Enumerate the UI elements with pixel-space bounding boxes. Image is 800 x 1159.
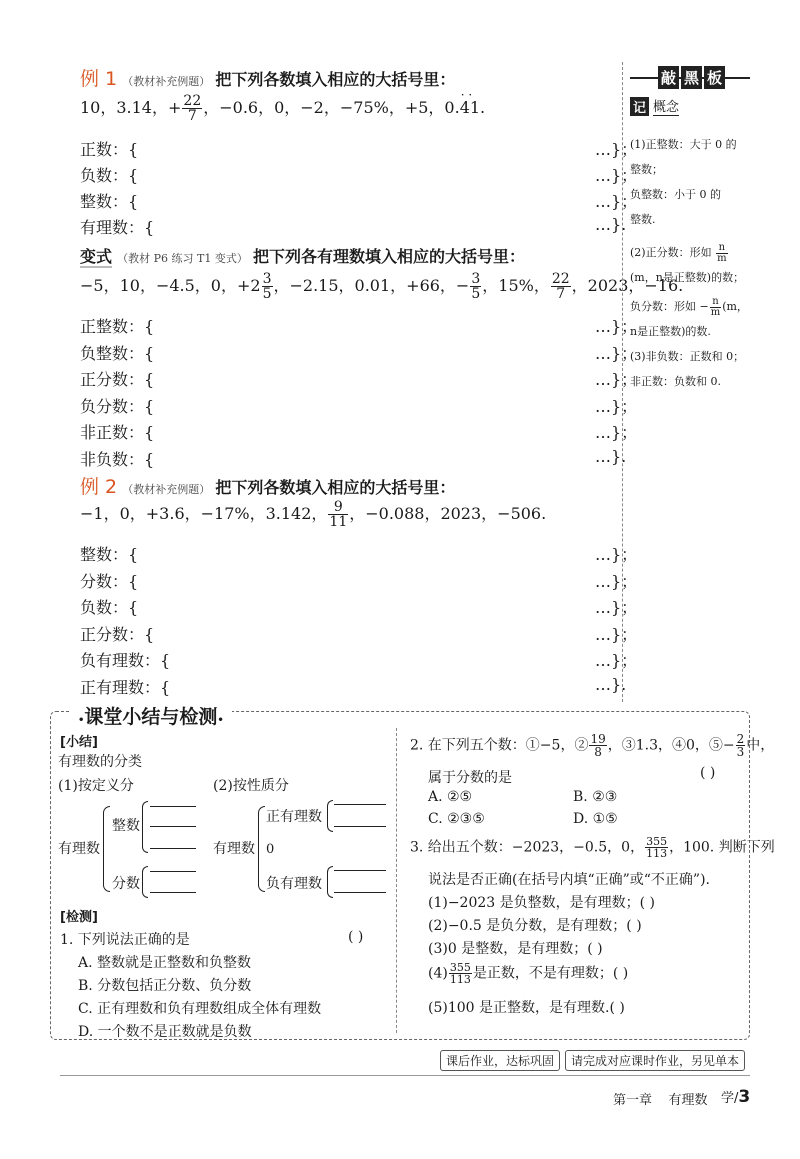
example-1-numbers: 10，3.14，+ $\frac{22}{7}$ ，−0.6，0，−2，−75%，+5，0.41 · · . xyxy=(80,88,486,124)
example-2-row-label: 负有理数：{ xyxy=(80,651,171,670)
fraction: $\frac{19}{8}$ xyxy=(590,732,606,759)
example-2-row[interactable] xyxy=(80,674,627,698)
example-1-heading xyxy=(80,64,455,91)
q3-item-2[interactable]: (2)−0.5 是负分数，是有理数；( ) xyxy=(428,918,642,934)
example-1-row-label: 有理数：{ xyxy=(80,218,155,237)
variant-row[interactable] xyxy=(80,341,638,364)
q2-stem-2: 属于分数的是 xyxy=(428,770,512,786)
q1-option-a[interactable]: A. 整数就是正整数和负整数 xyxy=(78,955,252,971)
repeating-decimal: 41 · · xyxy=(459,88,481,117)
variant-tag: 变式 xyxy=(80,247,113,266)
fraction: $\frac{355}{113}$ xyxy=(449,961,471,986)
variant-row-label: 负整数：{ xyxy=(80,343,155,363)
fraction: $\frac{n}{m}$ xyxy=(717,241,727,264)
blank-line xyxy=(334,870,386,871)
example-2-row-end: …}； xyxy=(595,545,638,564)
q3-item-5[interactable]: (5)100 是正整数，是有理数.( ) xyxy=(428,1000,625,1016)
example-2-row-label: 整数：{ xyxy=(80,545,139,564)
summary-divider xyxy=(396,728,397,1033)
blank-line xyxy=(334,804,386,805)
example-1-tag: 例 1 xyxy=(80,68,118,90)
fraction: $\frac{2}{3}$ xyxy=(736,732,745,759)
fraction: $\frac{3}{5}$ xyxy=(471,271,481,302)
sidebar-badge-row xyxy=(630,96,679,116)
q3-item-3[interactable]: (3)0 是整数，是有理数；( ) xyxy=(428,941,603,957)
variant-row[interactable] xyxy=(80,367,638,390)
note-badge-icon: 记 xyxy=(630,97,649,116)
example-1-row[interactable] xyxy=(80,137,638,160)
page-number: 学/3 xyxy=(721,1087,751,1107)
variant-row-end: …}； xyxy=(595,423,638,442)
variant-row-label: 负分数：{ xyxy=(80,396,155,416)
variant-row-end: …}； xyxy=(595,370,638,389)
variant-row-label: 非负数：{ xyxy=(80,449,155,469)
example-1-row-label: 负数：{ xyxy=(80,166,139,185)
fraction: $\frac{355}{113}$ xyxy=(646,835,668,860)
q1-stem: 1. 下列说法正确的是 xyxy=(60,932,190,948)
q2-answer-paren[interactable]: ( ) xyxy=(700,765,716,781)
example-1-row-label: 正数：{ xyxy=(80,140,139,159)
sidebar-divider xyxy=(622,62,623,702)
example-1-prompt: 把下列各数填入相应的大括号里： xyxy=(215,70,456,89)
homework-stamp: 课后作业，达标巩固 xyxy=(440,1050,560,1071)
variant-prompt: 把下列各有理数填入相应的大括号里： xyxy=(252,247,525,266)
q2-option-a[interactable]: A. ②⑤ xyxy=(428,789,473,805)
variant-row[interactable] xyxy=(80,314,638,337)
tree1-integer-brace xyxy=(142,801,148,853)
tree1-fraction: 分数 xyxy=(112,876,140,892)
blank-line xyxy=(150,806,196,807)
example-1-row[interactable] xyxy=(80,163,638,186)
example-2-row[interactable] xyxy=(80,622,638,645)
variant-note: （教材 P6 练习 T1 变式） xyxy=(117,252,248,265)
blank-line xyxy=(150,892,196,893)
q3-stem: 3. 给出五个数：−2023，−0.5，0， $\frac{355}{113}$ ，100. 判断下列 xyxy=(410,835,775,860)
blank-line xyxy=(150,848,196,849)
tree1-root: 有理数 xyxy=(58,841,100,857)
variant-row-end: …}； xyxy=(595,317,638,336)
tree1-brace xyxy=(103,806,110,892)
q3-stem-2: 说法是否正确(在括号内填“正确”或“不正确”). xyxy=(428,872,711,888)
chapter-label: 第一章 有理数 xyxy=(613,1093,708,1108)
example-2-note: （教材补充例题） xyxy=(122,483,211,496)
q2-option-c[interactable]: C. ②③⑤ xyxy=(428,811,485,827)
tree1-fraction-brace xyxy=(142,866,148,898)
blank-line xyxy=(150,871,196,872)
q1-option-c[interactable]: C. 正有理数和负有理数组成全体有理数 xyxy=(78,1001,322,1017)
footer-rule xyxy=(60,1075,750,1076)
blank-line xyxy=(334,826,386,827)
q1-options xyxy=(78,952,321,1044)
example-1-note: （教材补充例题） xyxy=(122,75,211,88)
example-2-heading xyxy=(80,472,455,499)
variant-row[interactable] xyxy=(80,420,638,443)
example-1-row-label: 整数：{ xyxy=(80,192,139,211)
tree2-positive-brace xyxy=(327,800,333,832)
example-1-row[interactable] xyxy=(80,215,627,238)
variant-row[interactable] xyxy=(80,394,638,417)
variant-row[interactable] xyxy=(80,446,627,470)
example-2-row[interactable] xyxy=(80,595,638,618)
summary-title: •课堂小结与检测• xyxy=(70,702,232,729)
variant-row-end: …}； xyxy=(595,396,638,416)
q1-option-d[interactable]: D. 一个数不是正数就是负数 xyxy=(78,1024,252,1040)
variant-row-label: 正分数：{ xyxy=(80,370,155,389)
sidebar-title: 敲 黑 板 xyxy=(658,66,725,89)
tree2-root: 有理数 xyxy=(213,841,255,857)
variant-numbers: −5，10，−4.5，0，+2 $\frac{3}{5}$ ，−2.15，0.01，+66，− $\frac{3}{5}$ ，15%， $\frac{22}{7}$ ，2023，−16. xyxy=(80,271,684,302)
q2-stem: 2. 在下列五个数：①−5，② $\frac{19}{8}$ ，③1.3，④0，⑤− $\frac{2}{3}$ 中， xyxy=(410,732,775,759)
by-definition-label: (1)按定义分 xyxy=(58,778,134,794)
sidebar-notes: (1)正整数：大于 0 的 整数； 负整数：小于 0 的 整数. (2)正分数：形如 $\frac{n}{m}$ (m，n是正整数)的数； 负分数：形如 − $\frac{n}{m}$ (m， n是正整数)的数. (3)非负数：正数和 0； 非正数：负数和 0. xyxy=(630,138,748,388)
variant-heading xyxy=(80,244,525,267)
homework-note-stamp: 请完成对应课时作业，另见单本 xyxy=(565,1050,745,1071)
example-2-row-end: …}； xyxy=(595,624,638,644)
example-2-row-end: …}； xyxy=(595,651,638,670)
example-1-row-end: …}. xyxy=(595,215,627,234)
example-2-row-label: 分数：{ xyxy=(80,571,139,591)
variant-row-label: 正整数：{ xyxy=(80,317,155,336)
fraction: $\frac{22}{7}$ xyxy=(183,93,202,124)
variant-row-label: 非正数：{ xyxy=(80,423,155,442)
q3-item-4[interactable]: (4) $\frac{355}{113}$ 是正数，不是有理数；( ) xyxy=(428,961,629,986)
fraction: $\frac{n}{m}$ xyxy=(710,295,721,318)
test-label: [检测] xyxy=(60,910,98,925)
example-2-row-end: …}； xyxy=(595,571,638,591)
classification-heading: 有理数的分类 xyxy=(58,754,142,770)
tree2-zero: 0 xyxy=(266,842,275,857)
blank-line xyxy=(150,826,196,827)
q1-option-b[interactable]: B. 分数包括正分数、负分数 xyxy=(78,978,252,994)
variant-row-end: …}. xyxy=(595,446,627,466)
example-2-prompt: 把下列各数填入相应的大括号里： xyxy=(215,478,456,497)
q3-item-1[interactable]: (1)−2023 是负整数，是有理数；( ) xyxy=(428,895,656,911)
q2-option-d[interactable]: D. ①⑤ xyxy=(573,811,618,827)
tree2-positive: 正有理数 xyxy=(266,809,322,825)
example-2-row-label: 正分数：{ xyxy=(80,624,155,644)
tree2-brace xyxy=(258,806,265,892)
q2-option-b[interactable]: B. ②③ xyxy=(573,789,618,805)
example-2-row[interactable] xyxy=(80,542,638,565)
by-sign-label: (2)按性质分 xyxy=(213,778,289,794)
example-1-row-end: …}； xyxy=(595,192,638,211)
fraction: $\frac{9}{11}$ xyxy=(329,499,348,530)
example-2-row-end: …}； xyxy=(595,598,638,617)
tree1-integer: 整数 xyxy=(112,818,140,834)
fraction: $\frac{22}{7}$ xyxy=(551,271,570,302)
q1-answer-paren[interactable]: ( ) xyxy=(348,929,364,945)
tree2-negative-brace xyxy=(327,866,333,898)
example-1-row[interactable] xyxy=(80,189,638,212)
fraction: $\frac{3}{5}$ xyxy=(262,271,272,302)
tree2-negative: 负有理数 xyxy=(266,876,322,892)
example-2-row-label: 正有理数：{ xyxy=(80,677,171,697)
example-2-row[interactable] xyxy=(80,569,638,592)
example-2-row[interactable] xyxy=(80,648,638,671)
blank-line xyxy=(334,892,386,893)
example-2-row-label: 负数：{ xyxy=(80,598,139,617)
example-1-row-end: …}； xyxy=(595,140,638,159)
sidebar-badge-label: 概念 xyxy=(653,96,679,116)
example-2-row-end: …}. xyxy=(595,674,627,694)
summary-label: [小结] xyxy=(60,735,98,750)
example-2-tag: 例 2 xyxy=(80,476,118,498)
example-1-row-end: …}； xyxy=(595,166,638,185)
variant-row-end: …}； xyxy=(595,343,638,363)
example-2-numbers: −1，0，+3.6，−17%，3.142， $\frac{9}{11}$ ，−0.088，2023，−506. xyxy=(80,499,547,530)
